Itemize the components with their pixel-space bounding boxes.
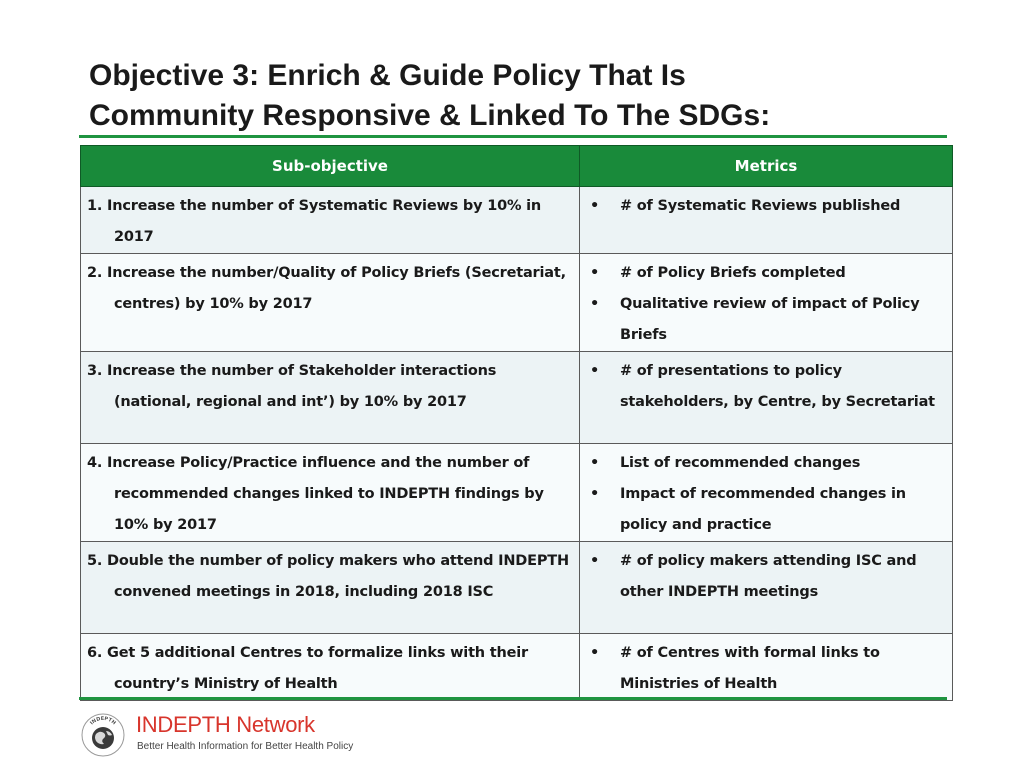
- metric-item: • # of presentations to policy stakeholders, by Centre, by Secretariat: [586, 356, 946, 418]
- metrics-cell: [580, 187, 953, 254]
- sub-objective-text: 6. Get 5 additional Centres to formalize links with their country’s Ministry of Health: [87, 645, 528, 692]
- table-row: [81, 542, 953, 634]
- slide-title: [89, 56, 969, 136]
- header-metrics: Metrics: [580, 146, 953, 187]
- sub-objective-text: 1. Increase the number of Systematic Reviews by 10% in 2017: [87, 198, 542, 245]
- sub-objective-cell: [81, 352, 580, 444]
- top-divider: [79, 135, 947, 138]
- metric-item: • # of Centres with formal links to Ministries of Health: [586, 638, 946, 700]
- metrics-cell: [580, 634, 953, 701]
- table-row: [81, 444, 953, 542]
- globe-seal-icon: [80, 712, 126, 758]
- logo-tagline: Better Health Information for Better Health Policy: [137, 741, 354, 752]
- sub-objective-text: 5. Double the number of policy makers who attend INDEPTH convened meetings in 2018, including 2018 ISC: [87, 553, 569, 600]
- sub-objective-text: 4. Increase Policy/Practice influence and the number of recommended changes linked to INDEPTH findings by 10% by 2017: [87, 455, 544, 533]
- table-header-row: [81, 146, 953, 187]
- sub-objective-cell: [81, 542, 580, 634]
- objectives-table: [80, 145, 953, 701]
- bottom-divider: [79, 697, 947, 700]
- sub-objective-cell: [81, 254, 580, 352]
- indepth-logo: [80, 712, 360, 760]
- metrics-cell: [580, 444, 953, 542]
- sub-objective-text: 2. Increase the number/Quality of Policy Briefs (Secretariat, centres) by 10% by 2017: [87, 265, 566, 312]
- metric-item: • # of Policy Briefs completed: [586, 258, 946, 289]
- header-sub-objective: Sub-objective: [81, 146, 580, 187]
- metric-item: • Impact of recommended changes in policy and practice: [586, 479, 946, 541]
- metrics-cell: [580, 254, 953, 352]
- table-row: [81, 187, 953, 254]
- metrics-cell: [580, 542, 953, 634]
- metrics-cell: [580, 352, 953, 444]
- table-row: [81, 352, 953, 444]
- metric-item: • # of Systematic Reviews published: [586, 191, 946, 222]
- metric-item: • List of recommended changes: [586, 448, 946, 479]
- sub-objective-cell: [81, 444, 580, 542]
- sub-objective-text: 3. Increase the number of Stakeholder interactions (national, regional and int’) by 10% by 2017: [87, 363, 497, 410]
- logo-name: INDEPTH Network: [136, 712, 315, 737]
- slide-title-line-1: Objective 3: Enrich & Guide Policy That Is: [89, 59, 686, 92]
- sub-objective-cell: [81, 187, 580, 254]
- table-row: [81, 254, 953, 352]
- sub-objective-cell: [81, 634, 580, 701]
- metric-item: • # of policy makers attending ISC and other INDEPTH meetings: [586, 546, 946, 608]
- slide-title-line-2: Community Responsive & Linked To The SDGs:: [89, 99, 771, 132]
- metric-item: • Qualitative review of impact of Policy Briefs: [586, 289, 946, 351]
- table-row: [81, 634, 953, 701]
- svg-text:INDEPTH: INDEPTH: [89, 715, 117, 727]
